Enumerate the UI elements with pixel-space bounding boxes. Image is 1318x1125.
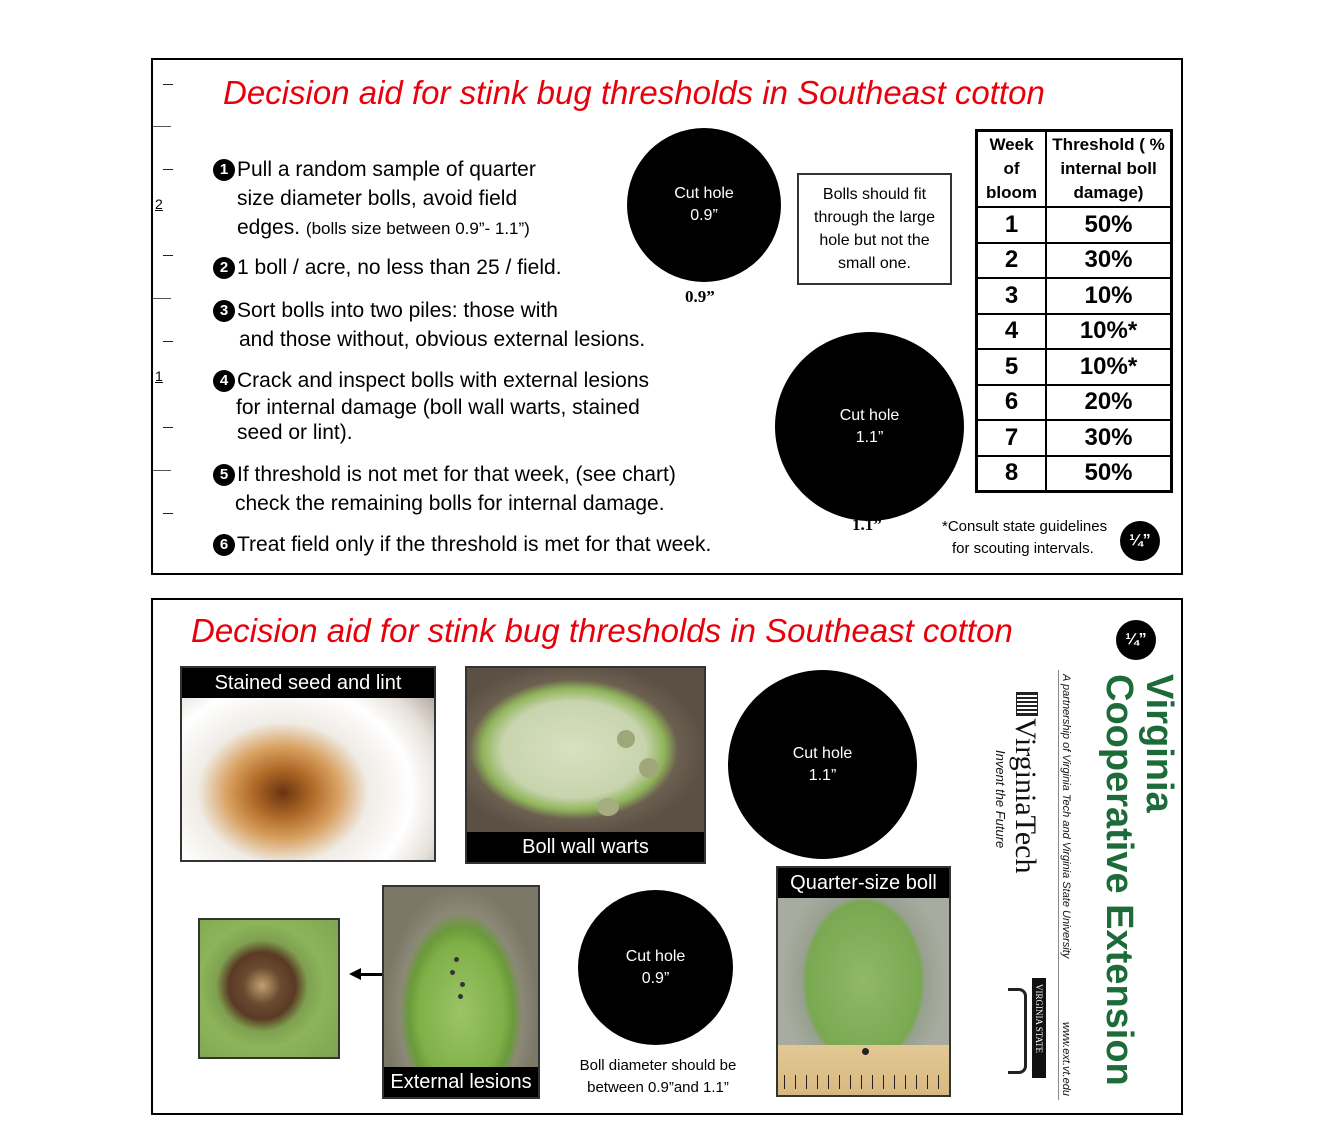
card-title: Decision aid for stink bug thresholds in Southeast cotton (223, 74, 1045, 111)
photo-external-lesions (382, 885, 540, 1099)
logo-url: www.ext.vt.edu (1060, 1022, 1072, 1096)
step-1: 1 Pull a random sample of quarter size diameter bolls, avoid field edges. (bolls size between 0.9”- 1.1”) (213, 155, 536, 243)
threshold-card-back (151, 598, 1183, 1115)
step-number-icon: 1 (213, 159, 235, 181)
hole-fit-note: Bolls should fit through the large hole but not the small one. (797, 173, 952, 285)
hole-large-caption: 1.1” (852, 515, 882, 534)
photo-boll-wall-warts (465, 666, 706, 864)
step-5: 5 If threshold is not met for that week, (see chart) check the remaining bolls for internal damage. (213, 460, 676, 518)
logo-virginia: Virginia (1138, 674, 1180, 813)
logo-cooperative-extension: Cooperative Extension (1098, 674, 1140, 1086)
quarter-inch-hole-icon: ¼” (1120, 521, 1160, 561)
table-row: 6 20% (977, 385, 1172, 421)
quarter-inch-hole-icon: ¼” (1116, 620, 1156, 660)
ruler-label-2: 2 (155, 196, 163, 212)
photo-label: External lesions (384, 1067, 538, 1097)
col-threshold-header: Threshold ( % internal boll damage) (1046, 131, 1172, 208)
logo-partnership: A partnership of Virginia Tech and Virginia State University (1060, 674, 1072, 959)
ruler-ticks (784, 1075, 944, 1089)
table-row: 8 50% (977, 456, 1172, 492)
step-3: 3 Sort bolls into two piles: those with and those without, obvious external lesions. (213, 296, 645, 354)
table-row: 5 10%* (977, 349, 1172, 385)
table-row: 7 30% (977, 420, 1172, 456)
photo-label: Quarter-size boll (778, 868, 949, 898)
step-2: 2 1 boll / acre, no less than 25 / field. (213, 253, 562, 282)
photo-stained-seed (180, 666, 436, 862)
col-week-header: Week of bloom (977, 131, 1047, 208)
photo-quarter-size-boll (776, 866, 951, 1097)
photo-label: Boll wall warts (467, 832, 704, 862)
virginia-state-logo: VIRGINIA STATE (1006, 978, 1056, 1078)
table-row: 1 50% (977, 207, 1172, 243)
step-number-icon: 4 (213, 370, 235, 392)
hole-small-caption: 0.9” (685, 287, 715, 306)
logo-divider (1058, 670, 1059, 1100)
virginia-tech-logo-icon (1016, 692, 1038, 716)
cut-hole-large: Cut hole 1.1” (728, 670, 917, 859)
step-number-icon: 5 (213, 464, 235, 486)
ruler-label-1: 1 (155, 368, 163, 384)
cut-hole-large: Cut hole 1.1” (775, 332, 964, 521)
threshold-table (975, 129, 1173, 493)
step-number-icon: 2 (213, 257, 235, 279)
inch-ruler (153, 60, 177, 573)
card-title: Decision aid for stink bug thresholds in Southeast cotton (191, 612, 1013, 649)
table-row: 2 30% (977, 243, 1172, 279)
step-4: 4 Crack and inspect bolls with external lesions for internal damage (boll wall warts, stained seed or lint). (213, 366, 649, 445)
photo-lesion-closeup (198, 918, 340, 1059)
cut-hole-small: Cut hole 0.9” (578, 890, 733, 1045)
scouting-footnote: *Consult state guidelines for scouting intervals. (942, 518, 1108, 557)
cut-hole-small: Cut hole 0.9” (627, 128, 781, 282)
table-row: 4 10%* (977, 314, 1172, 350)
photo-label: Stained seed and lint (182, 668, 434, 698)
step-number-icon: 3 (213, 300, 235, 322)
virginia-cooperative-extension-logo (993, 660, 1180, 1110)
boll-diameter-note: Boll diameter should be between 0.9”and 1.1” (579, 1057, 737, 1096)
logo-vt-tagline: Invent the Future (993, 750, 1008, 849)
table-row: 3 10% (977, 278, 1172, 314)
step-number-icon: 6 (213, 534, 235, 556)
logo-virginia-tech: VirginiaTech (1009, 718, 1042, 874)
step-6: 6 Treat field only if the threshold is met for that week. (213, 530, 711, 559)
